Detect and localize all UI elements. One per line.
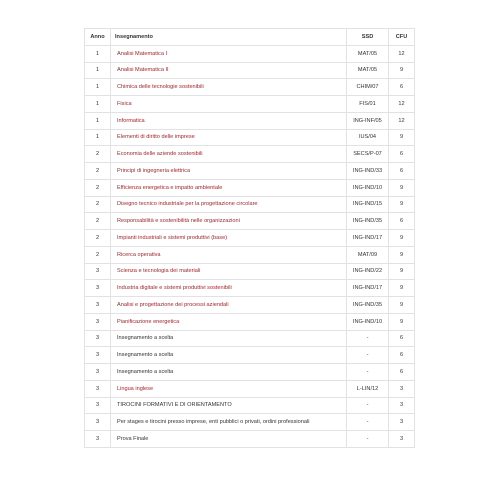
cell-cfu: 3 — [389, 397, 415, 414]
table-row — [85, 96, 415, 113]
cell-cfu: 6 — [389, 330, 415, 347]
table-row — [85, 79, 415, 96]
cell-ssd: ING-IND/35 — [347, 297, 389, 314]
course-link[interactable]: Efficienza energetica e impatto ambientale — [117, 184, 223, 191]
course-link[interactable]: Elementi di diritto delle imprese — [117, 134, 195, 141]
cell-insegnamento — [111, 213, 347, 230]
cell-anno: 3 — [85, 280, 111, 297]
cell-anno: 3 — [85, 414, 111, 431]
cell-cfu: 9 — [389, 62, 415, 79]
cell-ssd: - — [347, 330, 389, 347]
header-ssd: SSD — [347, 29, 389, 46]
cell-cfu: 6 — [389, 364, 415, 381]
table-row — [85, 364, 415, 381]
cell-insegnamento — [111, 364, 347, 381]
cell-anno: 1 — [85, 129, 111, 146]
cell-anno: 3 — [85, 364, 111, 381]
table-header — [85, 29, 415, 46]
cell-insegnamento — [111, 263, 347, 280]
cell-ssd: - — [347, 414, 389, 431]
cell-insegnamento — [111, 146, 347, 163]
table-row — [85, 62, 415, 79]
cell-insegnamento — [111, 45, 347, 62]
table-row — [85, 380, 415, 397]
table-row — [85, 347, 415, 364]
cell-cfu: 9 — [389, 263, 415, 280]
cell-ssd: - — [347, 431, 389, 448]
cell-ssd: ING-IND/35 — [347, 213, 389, 230]
table-row — [85, 112, 415, 129]
course-name: Insegnamento a scelta — [117, 368, 174, 375]
cell-anno: 2 — [85, 230, 111, 247]
header-cfu: CFU — [389, 29, 415, 46]
course-link[interactable]: Economia delle aziende sostenibili — [117, 151, 203, 158]
cell-cfu: 9 — [389, 280, 415, 297]
table-row — [85, 129, 415, 146]
cell-ssd: ING-IND/33 — [347, 163, 389, 180]
course-link[interactable]: Lingua inglese — [117, 385, 154, 392]
cell-cfu: 9 — [389, 129, 415, 146]
cell-cfu: 6 — [389, 146, 415, 163]
cell-anno: 3 — [85, 297, 111, 314]
cell-anno: 1 — [85, 112, 111, 129]
course-link[interactable]: Analisi Matematica I — [117, 50, 168, 57]
course-link[interactable]: Responsabilità e sostenibilità nelle organizzazioni — [117, 218, 240, 225]
cell-ssd: ING-IND/17 — [347, 230, 389, 247]
course-link[interactable]: Ricerca operativa — [117, 251, 161, 258]
table-row — [85, 179, 415, 196]
table-row — [85, 313, 415, 330]
cell-ssd: ING-IND/10 — [347, 313, 389, 330]
cell-anno: 1 — [85, 62, 111, 79]
course-link[interactable]: Industria digitale e sistemi produttivi sostenibili — [117, 285, 232, 292]
cell-ssd: - — [347, 397, 389, 414]
table-row — [85, 431, 415, 448]
table-row — [85, 414, 415, 431]
cell-insegnamento — [111, 297, 347, 314]
table-row — [85, 297, 415, 314]
cell-ssd: ING-INF/05 — [347, 112, 389, 129]
table-row — [85, 213, 415, 230]
cell-anno: 2 — [85, 246, 111, 263]
course-link[interactable]: Impianti industriali e sistemi produttivi (base) — [117, 234, 228, 241]
cell-anno: 2 — [85, 196, 111, 213]
cell-anno: 3 — [85, 431, 111, 448]
cell-cfu: 6 — [389, 163, 415, 180]
cell-cfu: 9 — [389, 179, 415, 196]
course-link[interactable]: Analisi Matematica II — [117, 67, 169, 74]
header-insegnamento: Insegnamento — [111, 29, 347, 46]
cell-insegnamento — [111, 431, 347, 448]
cell-insegnamento — [111, 397, 347, 414]
cell-cfu: 9 — [389, 313, 415, 330]
table-row — [85, 45, 415, 62]
cell-insegnamento — [111, 96, 347, 113]
cell-cfu: 6 — [389, 79, 415, 96]
cell-cfu: 9 — [389, 230, 415, 247]
cell-cfu: 12 — [389, 96, 415, 113]
cell-insegnamento — [111, 414, 347, 431]
cell-ssd: - — [347, 364, 389, 381]
course-name: Insegnamento a scelta — [117, 352, 174, 359]
cell-cfu: 6 — [389, 213, 415, 230]
cell-anno: 2 — [85, 146, 111, 163]
cell-insegnamento — [111, 313, 347, 330]
cell-ssd: MAT/09 — [347, 246, 389, 263]
cell-anno: 2 — [85, 163, 111, 180]
course-link[interactable]: Chimica delle tecnologie sostenibili — [117, 84, 204, 91]
cell-insegnamento — [111, 129, 347, 146]
cell-anno: 3 — [85, 313, 111, 330]
course-link[interactable]: Disegno tecnico industriale per la progettazione circolare — [117, 201, 258, 208]
header-anno: Anno — [85, 29, 111, 46]
cell-insegnamento — [111, 230, 347, 247]
course-link[interactable]: Informatica — [117, 117, 145, 124]
table-row — [85, 230, 415, 247]
cell-insegnamento — [111, 280, 347, 297]
cell-anno: 1 — [85, 96, 111, 113]
cell-anno: 2 — [85, 213, 111, 230]
cell-ssd: MAT/05 — [347, 45, 389, 62]
cell-anno: 3 — [85, 397, 111, 414]
cell-insegnamento — [111, 246, 347, 263]
cell-anno: 1 — [85, 79, 111, 96]
cell-ssd: L-LIN/12 — [347, 380, 389, 397]
cell-ssd: IUS/04 — [347, 129, 389, 146]
cell-cfu: 3 — [389, 380, 415, 397]
cell-cfu: 9 — [389, 297, 415, 314]
cell-insegnamento — [111, 347, 347, 364]
cell-ssd: FIS/01 — [347, 96, 389, 113]
cell-cfu: 12 — [389, 112, 415, 129]
cell-ssd: ING-IND/15 — [347, 196, 389, 213]
cell-cfu: 12 — [389, 45, 415, 62]
course-link[interactable]: Pianificazione energetica — [117, 318, 180, 325]
cell-ssd: MAT/05 — [347, 62, 389, 79]
curriculum-table-container — [84, 28, 414, 448]
course-link[interactable]: Principi di ingegneria elettrica — [117, 167, 191, 174]
cell-anno: 3 — [85, 347, 111, 364]
table-row — [85, 263, 415, 280]
cell-insegnamento — [111, 196, 347, 213]
cell-cfu: 3 — [389, 414, 415, 431]
table-row — [85, 397, 415, 414]
cell-anno: 1 — [85, 45, 111, 62]
cell-insegnamento — [111, 179, 347, 196]
header-row — [85, 29, 415, 46]
cell-cfu: 6 — [389, 347, 415, 364]
table-row — [85, 196, 415, 213]
table-row — [85, 280, 415, 297]
course-link[interactable]: Scienza e tecnologia dei materiali — [117, 268, 201, 275]
course-link[interactable]: Analisi e progettazione dei processi aziendali — [117, 301, 229, 308]
course-name: Per stages e tirocini presso imprese, enti pubblici o privati, ordini professionali — [117, 419, 310, 426]
cell-insegnamento — [111, 163, 347, 180]
course-name: TIROCINI FORMATIVI E DI ORIENTAMENTO — [117, 402, 232, 409]
cell-anno: 3 — [85, 330, 111, 347]
cell-insegnamento — [111, 79, 347, 96]
table-row — [85, 163, 415, 180]
table-row — [85, 330, 415, 347]
cell-cfu: 9 — [389, 246, 415, 263]
cell-ssd: ING-IND/10 — [347, 179, 389, 196]
table-row — [85, 146, 415, 163]
course-link[interactable]: Fisica — [117, 100, 132, 107]
course-name: Insegnamento a scelta — [117, 335, 174, 342]
cell-ssd: CHIM/07 — [347, 79, 389, 96]
cell-cfu: 9 — [389, 196, 415, 213]
table-body — [85, 45, 415, 447]
cell-insegnamento — [111, 330, 347, 347]
cell-insegnamento — [111, 62, 347, 79]
table-row — [85, 246, 415, 263]
cell-anno: 3 — [85, 263, 111, 280]
cell-anno: 2 — [85, 179, 111, 196]
curriculum-table — [84, 28, 415, 448]
course-name: Prova Finale — [117, 435, 149, 442]
cell-insegnamento — [111, 380, 347, 397]
cell-anno: 3 — [85, 380, 111, 397]
cell-ssd: SECS/P-07 — [347, 146, 389, 163]
cell-ssd: - — [347, 347, 389, 364]
cell-insegnamento — [111, 112, 347, 129]
cell-cfu: 3 — [389, 431, 415, 448]
cell-ssd: ING-IND/22 — [347, 263, 389, 280]
cell-ssd: ING-IND/17 — [347, 280, 389, 297]
